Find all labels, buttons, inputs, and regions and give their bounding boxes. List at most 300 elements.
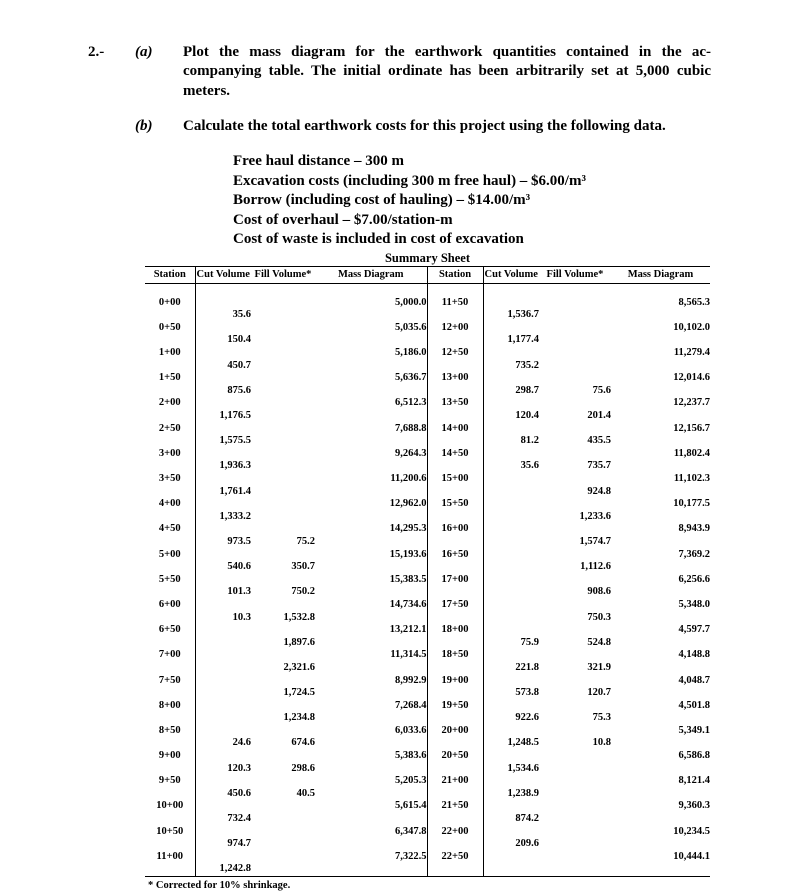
cell [251,498,315,511]
cell [195,649,251,662]
cell [611,612,710,625]
cell [195,826,251,839]
cell: 2,321.6 [283,661,315,673]
table-row [145,334,710,347]
cell: 3+50 [145,473,195,486]
cell: 11,314.5 [315,649,427,662]
cell [427,511,483,524]
table-row [145,737,710,750]
cell [251,700,315,713]
cell: 1,177.4 [507,334,539,346]
cell: 7,688.8 [315,423,427,436]
cell: 3+00 [145,448,195,461]
cell [539,624,611,637]
cell: 4,501.8 [678,699,710,711]
cell [611,687,710,700]
cell [539,334,611,347]
cell: 24.6 [232,737,251,749]
cell [539,473,611,486]
cell [145,309,195,322]
cell [483,297,539,310]
cell [315,788,427,801]
cell [315,360,427,373]
cell [315,737,427,750]
table-row [145,800,710,813]
cell [251,397,315,410]
cell [539,851,611,864]
cell: 16+00 [427,523,483,536]
cell [483,473,539,486]
cell: 5,186.0 [315,347,427,360]
cell [251,423,315,436]
cell: 13+50 [427,397,483,410]
cell: 14,734.6 [315,599,427,612]
cell: 5,348.0 [678,598,710,610]
cell: 14+50 [427,448,483,461]
cell [251,574,315,587]
cell [195,662,251,675]
cell: 12+00 [427,322,483,335]
table-footnote: * Corrected for 10% shrinkage. [148,880,291,891]
cell: 750.3 [587,611,611,623]
cell [251,599,315,612]
cell [251,725,315,738]
cell [427,385,483,398]
cell [145,863,195,876]
cell [195,725,251,738]
cell [195,574,251,587]
cell: 973.5 [227,535,251,547]
cell [315,586,427,599]
cell: 5,349.1 [678,724,710,736]
cell [483,549,539,562]
cell: 924.8 [587,485,611,497]
cell [195,523,251,536]
cell: 0+00 [145,297,195,310]
cell: 120.3 [227,762,251,774]
cell [427,309,483,322]
table-row [145,637,710,650]
cell [195,775,251,788]
cell: 18+50 [427,649,483,662]
cell: 1,233.6 [579,510,611,522]
cell [195,423,251,436]
cell: 1+00 [145,347,195,360]
cell [427,863,483,876]
table-row [145,662,710,675]
cell [315,385,427,398]
cell: 6,256.6 [678,573,710,585]
cell [315,536,427,549]
cost-data-line: Cost of waste is included in cost of excavation [233,231,524,248]
cell: 6,347.8 [315,826,427,839]
cell [611,536,710,549]
problem-number: 2.- [88,44,105,60]
cell [251,347,315,360]
cell [315,687,427,700]
cell [145,687,195,700]
table-row [145,523,710,536]
table-row [145,624,710,637]
cell [427,561,483,574]
cell [195,599,251,612]
cell [483,649,539,662]
cell: 674.6 [291,737,315,749]
cell: 15+50 [427,498,483,511]
cell [427,687,483,700]
cell: 19+50 [427,700,483,713]
cell: 18+00 [427,624,483,637]
part-a-line: companying table. The initial ordinate has been arbitrarily set at 5,000 cubic [183,63,711,80]
cell [611,737,710,750]
cell: 15,383.5 [315,574,427,587]
cell [195,322,251,335]
cell [427,637,483,650]
cell: 10,444.1 [673,850,710,862]
cell [611,561,710,574]
cell [251,473,315,486]
cell [483,347,539,360]
table-row [145,788,710,801]
cell [539,725,611,738]
cell [315,511,427,524]
cell [315,612,427,625]
cell: 5,383.6 [315,750,427,763]
cell: 11+50 [427,297,483,310]
cell [483,372,539,385]
cell: 298.7 [515,384,539,396]
cell [427,410,483,423]
table-row [145,549,710,562]
cell: 7+50 [145,675,195,688]
cell: 40.5 [296,787,315,799]
cell [539,423,611,436]
cell [539,574,611,587]
cell [483,775,539,788]
cell: 7,369.2 [678,548,710,560]
cost-data-line: Borrow (including cost of hauling) – $14.00/m³ [233,192,531,209]
cell [251,297,315,310]
cell: 75.9 [520,636,539,648]
cell [539,397,611,410]
cell [427,360,483,373]
cell: 1,724.5 [283,687,315,699]
cell: 14,295.3 [315,523,427,536]
table-row [145,486,710,499]
cell [195,800,251,813]
table-row [145,586,710,599]
cell: 1+50 [145,372,195,385]
table-row [145,649,710,662]
cell: 1,176.5 [219,410,251,422]
cell: 6+00 [145,599,195,612]
cell [427,536,483,549]
cell [315,863,427,876]
cell: 350.7 [291,561,315,573]
cell [195,297,251,310]
spacer-cell [483,283,539,297]
cell [427,586,483,599]
cell [251,372,315,385]
cell: 4,597.7 [678,624,710,636]
cell: 17+50 [427,599,483,612]
table-row [145,813,710,826]
cell [611,586,710,599]
cell: 22+00 [427,826,483,839]
cell [195,372,251,385]
cell [251,460,315,473]
cell [483,800,539,813]
cell [315,838,427,851]
cell [427,460,483,473]
cell [611,334,710,347]
cell [251,549,315,562]
cell [145,712,195,725]
part-b-label: (b) [135,117,153,134]
cell: 9+50 [145,775,195,788]
cell [315,334,427,347]
cell: 321.9 [587,661,611,673]
summary-table [145,266,710,877]
cell: 735.7 [587,460,611,472]
cell: 908.6 [587,586,611,598]
cell [315,813,427,826]
cell: 573.8 [515,687,539,699]
cell: 75.6 [592,384,611,396]
spacer-cell [251,283,315,297]
cell: 75.2 [296,535,315,547]
cell [145,435,195,448]
cell: 5+00 [145,549,195,562]
cell [315,486,427,499]
cell [251,826,315,839]
cell [145,410,195,423]
cell [251,863,315,876]
cell: 1,761.4 [219,485,251,497]
cell [427,763,483,776]
cell [251,385,315,398]
cell: 11+00 [145,851,195,864]
cell [611,863,710,876]
cell: 120.7 [587,687,611,699]
cell [251,448,315,461]
cell [315,561,427,574]
cell: 1,242.8 [219,863,251,875]
cell [195,347,251,360]
cell: 1,532.8 [283,611,315,623]
cell: 8+00 [145,700,195,713]
cell: 19+00 [427,675,483,688]
cell [483,750,539,763]
cell [195,549,251,562]
part-a-text [183,43,711,101]
cell [251,360,315,373]
cell [483,725,539,738]
cell [251,435,315,448]
column-header: Fill Volume* [251,266,315,283]
cell [145,360,195,373]
cell: 735.2 [515,359,539,371]
cell [483,863,539,876]
cell [611,486,710,499]
cell [539,863,611,876]
cell: 12,962.0 [315,498,427,511]
cell [539,498,611,511]
cell [427,788,483,801]
cell [483,675,539,688]
cell: 5,615.4 [315,800,427,813]
cell: 8,992.9 [315,675,427,688]
cell [611,511,710,524]
table-row [145,347,710,360]
cell [145,536,195,549]
summary-sheet [145,250,710,891]
table-row [145,775,710,788]
cell: 0+50 [145,322,195,335]
cell [427,737,483,750]
table-row [145,750,710,763]
table-row [145,863,710,876]
cell [145,788,195,801]
spacer-cell [195,283,251,297]
cell [195,687,251,700]
cell [611,637,710,650]
cell: 4,048.7 [678,674,710,686]
cost-data-line: Excavation costs (including 300 m free haul) – $6.00/m³ [233,172,586,189]
cell [539,599,611,612]
cell [195,473,251,486]
cell: 12,014.6 [673,372,710,384]
table-row [145,423,710,436]
cell: 9,264.3 [315,448,427,461]
cell: 21+00 [427,775,483,788]
cell [539,838,611,851]
cell: 21+50 [427,800,483,813]
cell [145,838,195,851]
cell [251,851,315,864]
page-content [88,0,812,891]
table-row [145,725,710,738]
cell: 11,200.6 [315,473,427,486]
cell: 75.3 [592,712,611,724]
cell [611,385,710,398]
cell [427,662,483,675]
cell: 874.2 [515,813,539,825]
cell [427,334,483,347]
table-row [145,498,710,511]
cell [483,511,539,524]
cell [195,675,251,688]
cell: 875.6 [227,384,251,396]
cell [427,813,483,826]
spacer-cell [539,283,611,297]
cell [483,561,539,574]
cell: 5,000.0 [315,297,427,310]
spacer-cell [315,283,427,297]
cell [483,624,539,637]
cell [483,486,539,499]
cell [251,750,315,763]
cell [251,309,315,322]
cell: 150.4 [227,334,251,346]
cell [145,511,195,524]
cell [539,763,611,776]
cell [539,675,611,688]
cell: 201.4 [587,410,611,422]
table-row [145,473,710,486]
cell: 1,234.8 [283,712,315,724]
cell [251,410,315,423]
cell: 10,234.5 [673,825,710,837]
cell: 10.3 [232,611,251,623]
table-row [145,385,710,398]
cell: 1,534.6 [507,762,539,774]
cell [611,360,710,373]
table-row [145,309,710,322]
cell [483,586,539,599]
cell: 9+00 [145,750,195,763]
cell: 922.6 [515,712,539,724]
cell [251,675,315,688]
cost-data-line: Free haul distance – 300 m [233,153,404,170]
cell [145,662,195,675]
cell [611,788,710,801]
cell [427,435,483,448]
cell [539,309,611,322]
cell [145,737,195,750]
cell: 120.4 [515,410,539,422]
cell: 209.6 [515,838,539,850]
cell: 732.4 [227,813,251,825]
column-header: Mass Diagram [611,266,710,283]
cell: 1,112.6 [580,561,611,573]
cell [539,826,611,839]
cell: 10.8 [592,737,611,749]
cell [251,334,315,347]
cell [145,612,195,625]
cell: 1,574.7 [579,535,611,547]
cell: 8,943.9 [678,523,710,535]
cell: 5,035.6 [315,322,427,335]
cell: 450.7 [227,359,251,371]
cell [611,712,710,725]
cell [539,813,611,826]
cell: 974.7 [227,838,251,850]
cell [539,347,611,360]
cell [483,826,539,839]
table-row [145,397,710,410]
spacer-row [145,283,710,297]
table-row [145,574,710,587]
cell [539,649,611,662]
cell [195,700,251,713]
column-header: Mass Diagram [315,266,427,283]
cell [145,385,195,398]
cell: 20+00 [427,725,483,738]
cell [195,448,251,461]
cell [611,838,710,851]
table-row [145,838,710,851]
table-row [145,687,710,700]
table-row [145,322,710,335]
cell [539,549,611,562]
cell [145,586,195,599]
cell [611,435,710,448]
cell [539,788,611,801]
part-a-label: (a) [135,44,153,60]
cell [251,523,315,536]
cell: 1,936.3 [219,460,251,472]
